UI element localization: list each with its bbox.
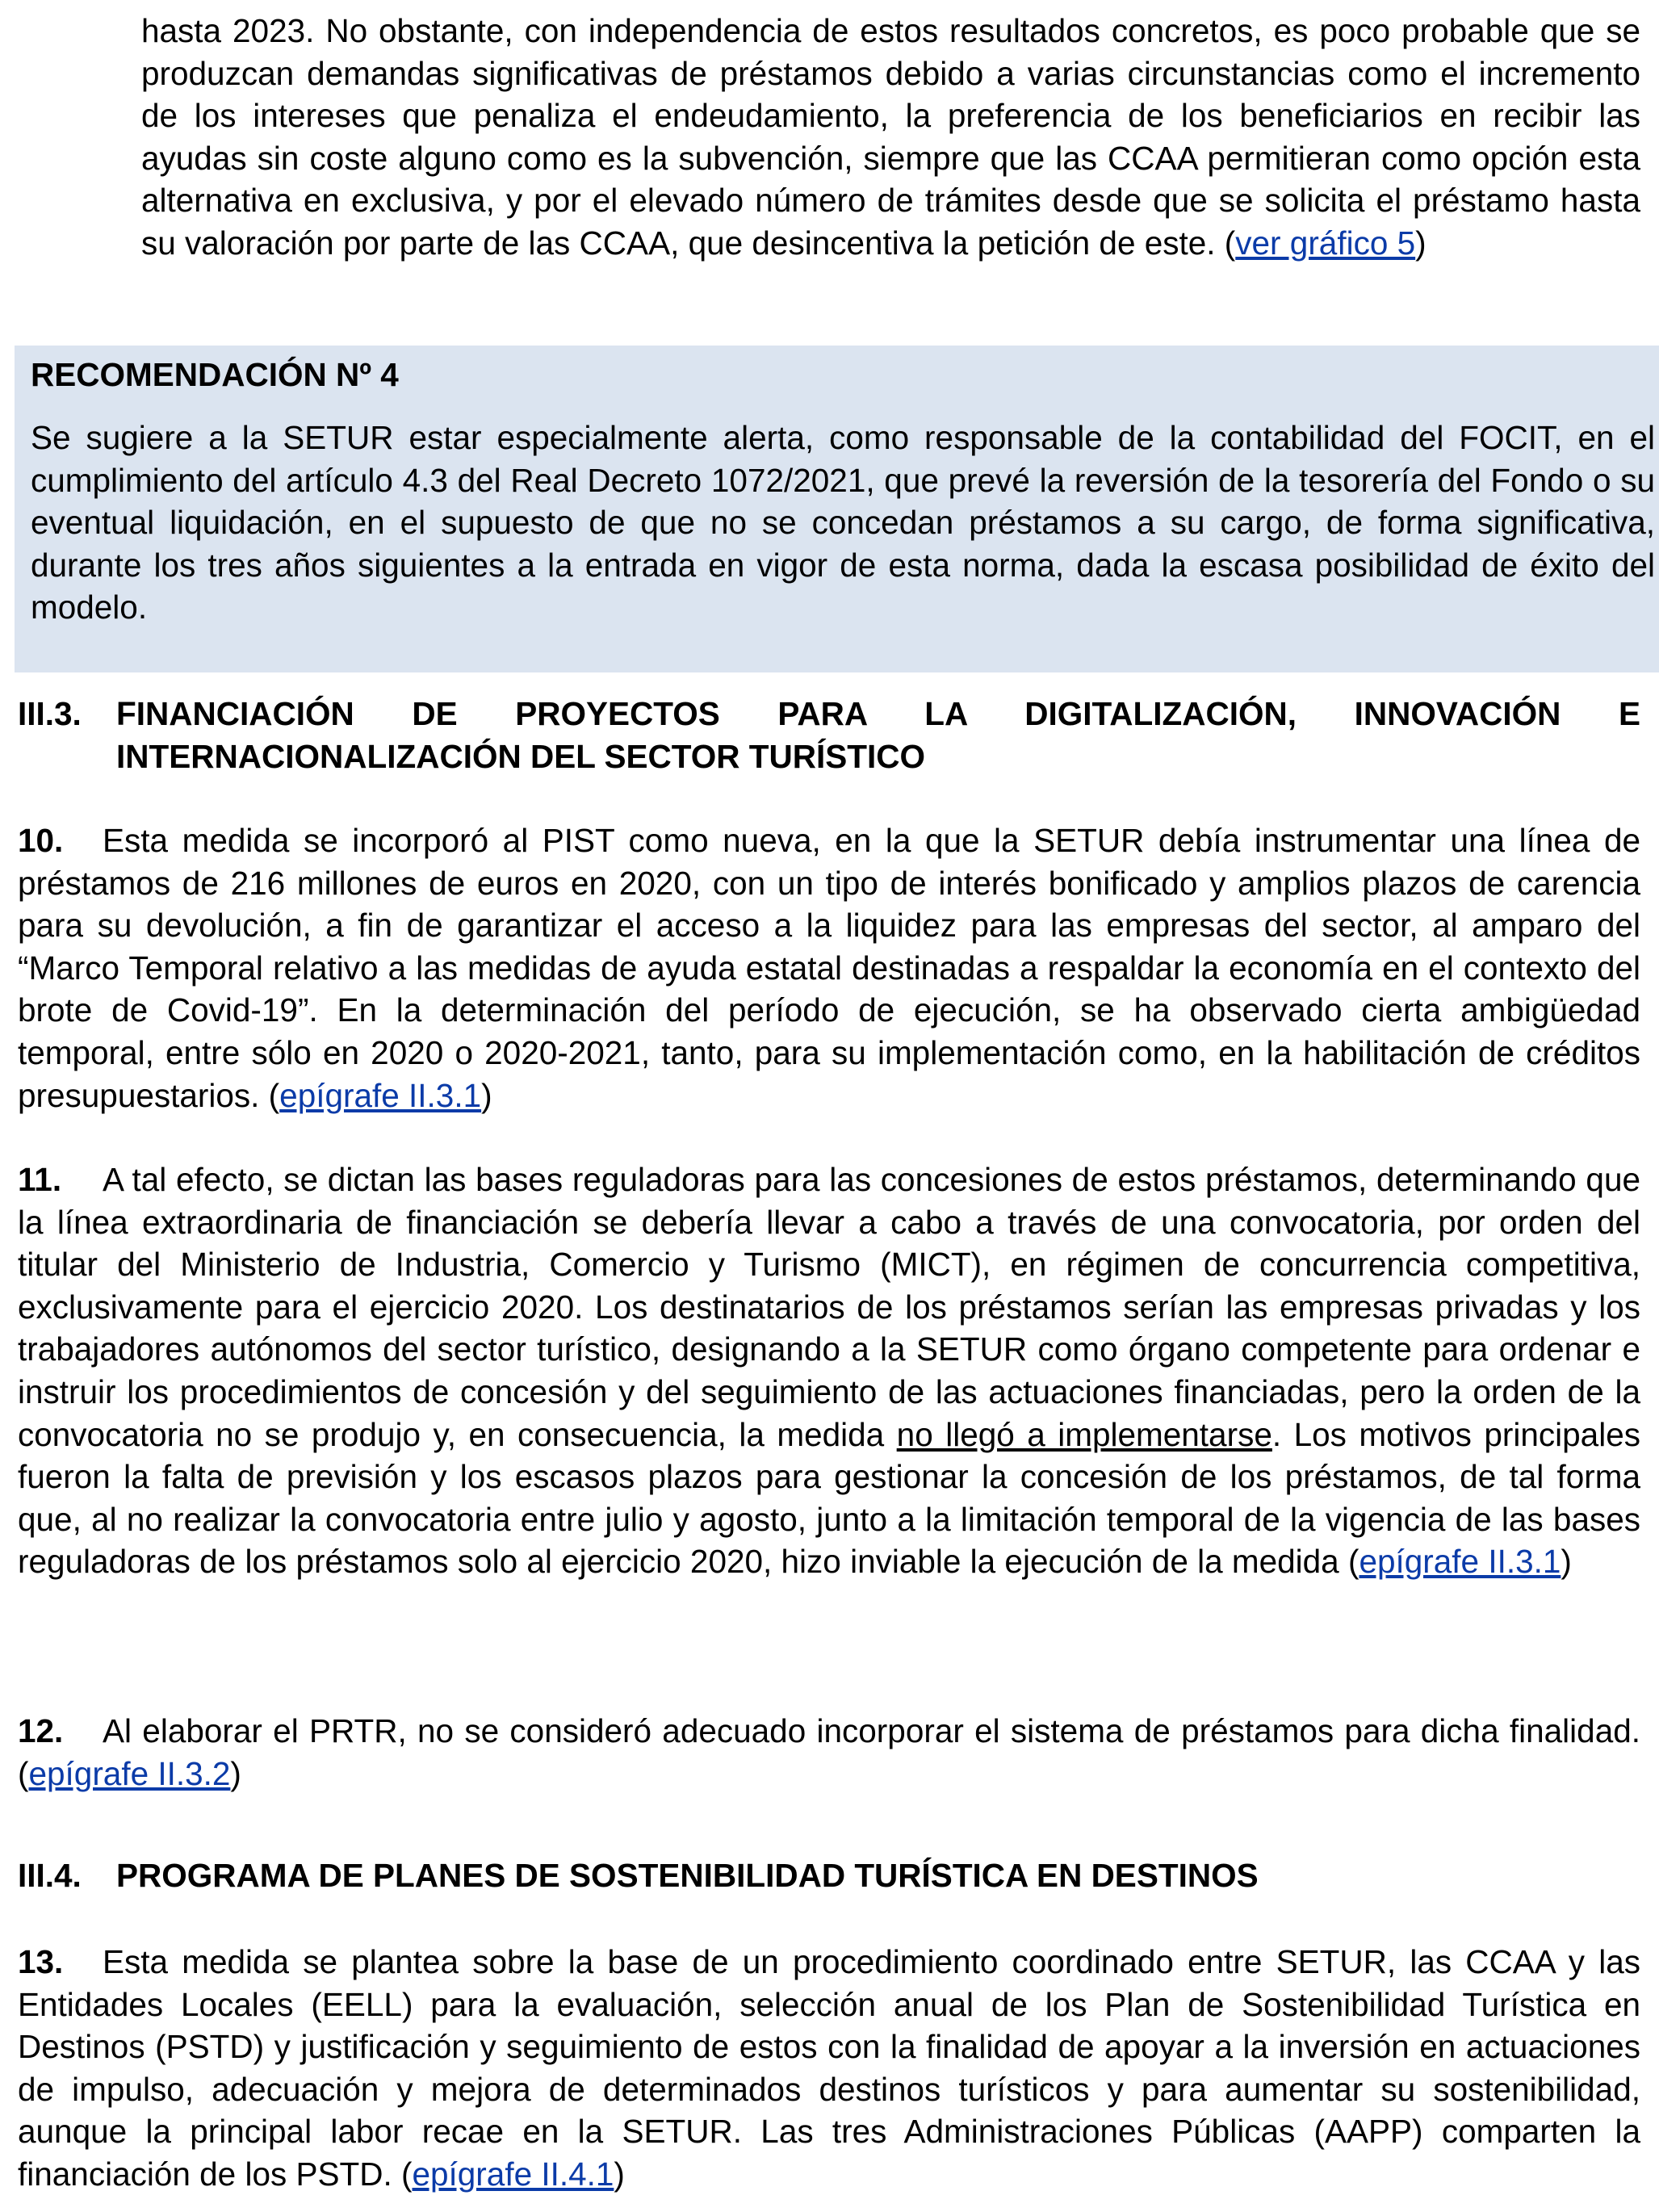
epigrafe-ii-4-1-link[interactable]: epígrafe II.4.1 <box>412 2155 614 2193</box>
epigrafe-ii-3-1-link[interactable]: epígrafe II.3.1 <box>1359 1543 1561 1581</box>
paragraph-text: Esta medida se plantea sobre la base de un procedimiento coordinado entre SETUR, las CCAA y las Entidades Locales (EELL) para la evaluación, selección anual de los Plan de Sostenibilidad Turística en Destinos (PSTD) y justificación y seguimiento de estos con la finalidad de apoyar a la inversión en actuaciones de impulso, adecuación y mejora de determinados destinos turísticos y para aumentar su sostenibilidad, aunque la principal labor recae en la SETUR. Las tres Administraciones Públicas (AAPP) comparten la financiación de los PSTD. ( <box>18 1943 1640 2193</box>
recommendation-box <box>15 346 1659 672</box>
ver-grafico-5-link[interactable]: ver gráfico 5 <box>1235 224 1416 262</box>
paragraph-text: Al elaborar el PRTR, no se consideró adecuado incorporar el sistema de préstamos para dicha finalidad. ( <box>18 1712 1640 1792</box>
underlined-phrase: no llegó a implementarse <box>896 1415 1272 1453</box>
paragraph-13 <box>18 1941 1640 2196</box>
section-title: PROGRAMA DE PLANES DE SOSTENIBILIDAD TURÍSTICA EN DESTINOS <box>116 1857 1259 1894</box>
paragraph-close-paren: ) <box>481 1076 492 1114</box>
paragraph-number: 12. <box>18 1712 64 1749</box>
intro-close-paren: ) <box>1415 224 1426 262</box>
paragraph-text-continued: . Los motivos principales fueron la falta de previsión y los escasos plazos para gestionar la concesión de los préstamos, de tal forma que, al no realizar la convocatoria entre julio y agosto, junto a la limitación temporal de la vigencia de las bases reguladoras de los préstamos solo al ejercicio 2020, hizo inviable la ejecución de la medida ( <box>18 1415 1640 1581</box>
paragraph-number: 11. <box>18 1161 62 1198</box>
recommendation-text: Se sugiere a la SETUR estar especialmente alerta, como responsable de la contabilidad del FOCIT, en el cumplimiento del artículo 4.3 del Real Decreto 1072/2021, que prevé la reversión de la tesorería del Fondo o su eventual liquidación, en el supuesto de que no se concedan préstamos a su cargo, de forma significativa, durante los tres años siguientes a la entrada en vigor de esta norma, dada la escasa posibilidad de éxito del modelo. <box>31 419 1655 626</box>
intro-paragraph <box>141 10 1640 265</box>
paragraph-close-paren: ) <box>614 2155 625 2193</box>
paragraph-12 <box>18 1710 1640 1795</box>
epigrafe-ii-3-1-link[interactable]: epígrafe II.3.1 <box>279 1076 482 1114</box>
section-heading-iii-3 <box>18 693 1640 778</box>
paragraph-text: A tal efecto, se dictan las bases reguladoras para las concesiones de estos préstamos, determinando que la línea extraordinaria de financiación se debería llevar a cabo a través de una convocatoria, por orden del titular del Ministerio de Industria, Comercio y Turismo (MICT), en régimen de concurrencia competitiva, exclusivamente para el ejercicio 2020. Los destinatarios de los préstamos serían las empresas privadas y los trabajadores autónomos del sector turístico, designando a la SETUR como órgano competente para ordenar e instruir los procedimientos de concesión y del seguimiento de las actuaciones financiadas, pero la orden de la convocatoria no se produjo y, en consecuencia, la medida <box>18 1161 1640 1453</box>
paragraph-number: 13. <box>18 1943 64 1980</box>
section-heading-iii-4 <box>18 1854 1640 1897</box>
section-number: III.3. <box>18 695 82 732</box>
intro-text: hasta 2023. No obstante, con independencia de estos resultados concretos, es poco probable que se produzcan demandas significativas de préstamos debido a varias circunstancias como el incremento de los intereses que penaliza el endeudamiento, la preferencia de los beneficiarios en recibir las ayudas sin coste alguno como es la subvención, siempre que las CCAA permitieran como opción esta alternativa en exclusiva, y por el elevado número de trámites desde que se solicita el préstamo hasta su valoración por parte de las CCAA, que desincentiva la petición de este. ( <box>141 12 1640 262</box>
paragraph-10 <box>18 819 1640 1116</box>
paragraph-text: Esta medida se incorporó al PIST como nueva, en la que la SETUR debía instrumentar una línea de préstamos de 216 millones de euros en 2020, con un tipo de interés bonificado y amplios plazos de carencia para su devolución, a fin de garantizar el acceso a la liquidez para las empresas del sector, al amparo del “Marco Temporal relativo a las medidas de ayuda estatal destinadas a respaldar la economía en el contexto del brote de Covid-19”. En la determinación del período de ejecución, se ha observado cierta ambigüedad temporal, entre sólo en 2020 o 2020-2021, tanto, para su implementación como, en la habilitación de créditos presupuestarios. ( <box>18 822 1640 1114</box>
paragraph-number: 10. <box>18 822 64 859</box>
section-title: FINANCIACIÓN DE PROYECTOS PARA LA DIGITALIZACIÓN, INNOVACIÓN E INTERNACIONALIZACIÓN DEL SECTOR TURÍSTICO <box>116 695 1640 775</box>
paragraph-close-paren: ) <box>1561 1543 1572 1581</box>
section-number: III.4. <box>18 1857 82 1894</box>
paragraph-11 <box>18 1158 1640 1583</box>
epigrafe-ii-3-2-link[interactable]: epígrafe II.3.2 <box>28 1754 231 1792</box>
paragraph-close-paren: ) <box>230 1754 241 1792</box>
recommendation-title: RECOMENDACIÓN Nº 4 <box>31 356 399 393</box>
